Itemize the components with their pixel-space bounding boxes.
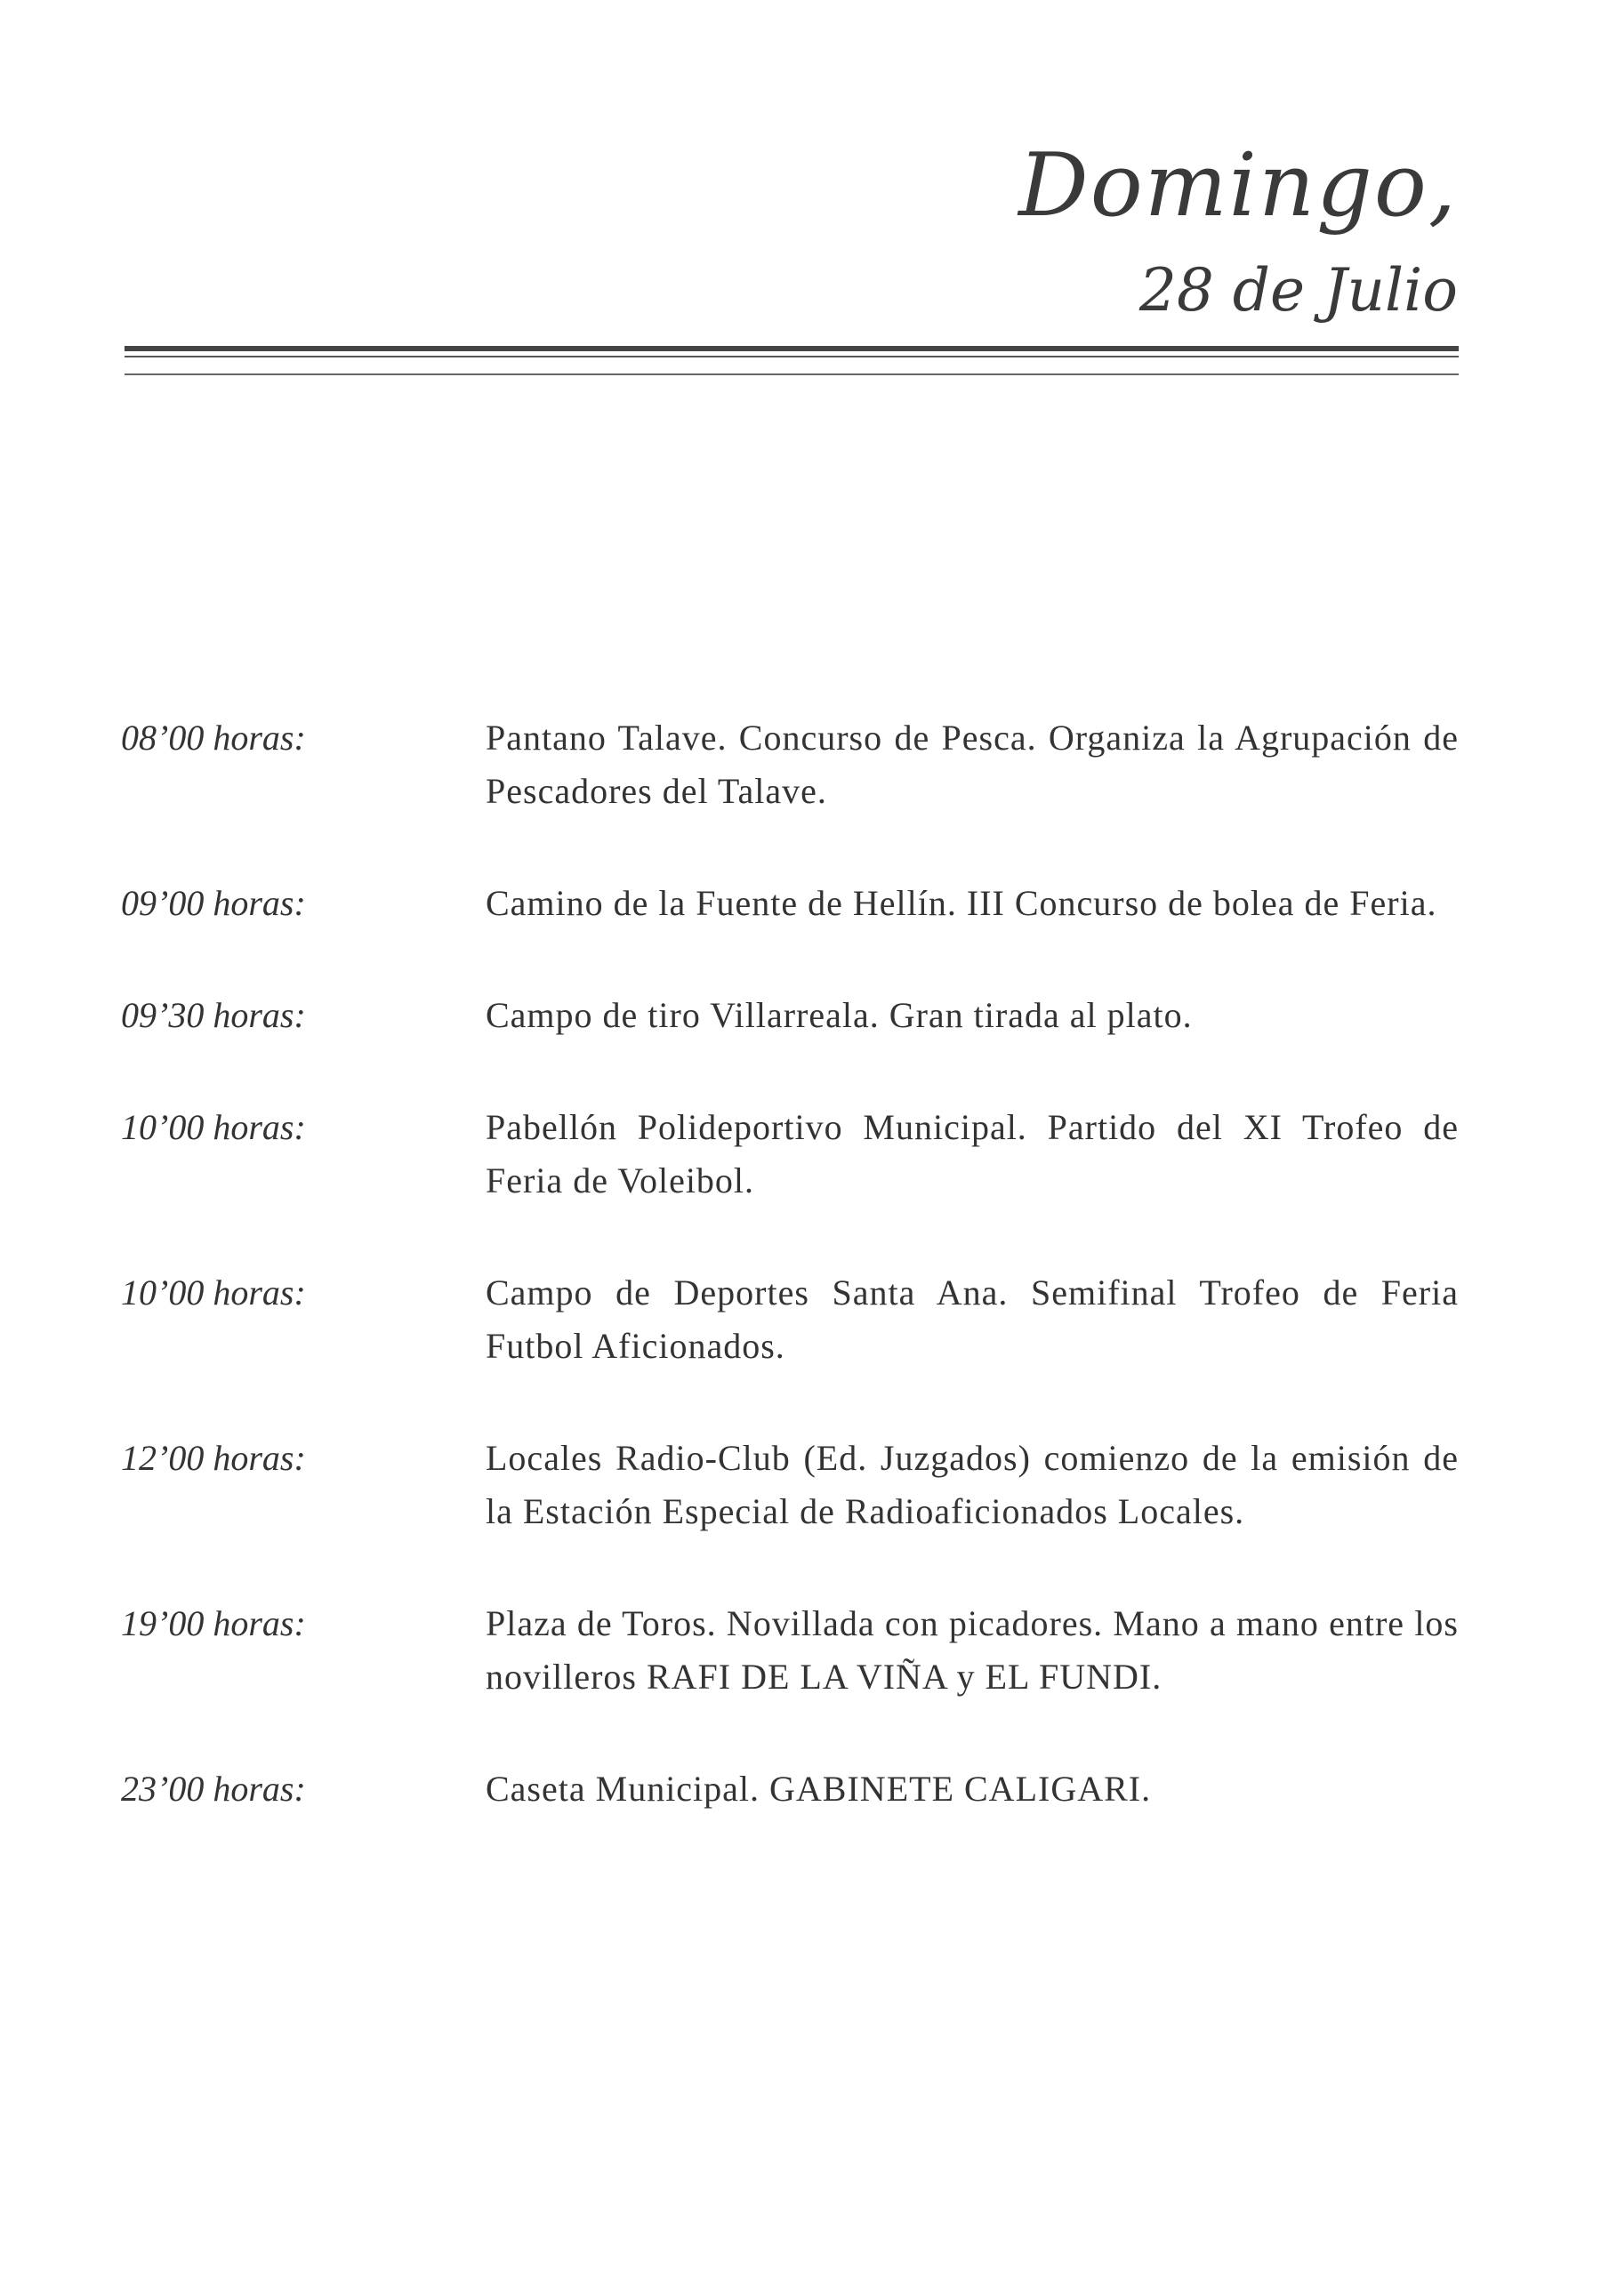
schedule-entry [107,1266,1459,1373]
schedule-entry [107,711,1459,818]
schedule-entry [107,1432,1459,1538]
event-description: Pantano Talave. Concurso de Pesca. Organiza la Agrupación de Pescadores del Talave. [486,718,1459,811]
schedule-entry [107,1762,1459,1816]
header-rule-thick [125,346,1459,351]
date-subtitle: 28 de Julio [1138,256,1458,325]
page-header [1018,135,1458,325]
schedule-entry [107,1597,1459,1704]
event-schedule [107,711,1459,1875]
header-rule-middle [125,356,1459,357]
event-time: 19’00 horas: [121,1603,306,1643]
event-description: Campo de Deportes Santa Ana. Semifinal Trofeo de Feria Futbol Aficionados. [486,1272,1459,1366]
schedule-entry [107,1101,1459,1208]
event-description: Pabellón Polideportivo Municipal. Partido del XI Trofeo de Feria de Voleibol. [486,1107,1459,1200]
schedule-entry [107,989,1459,1042]
day-title: Domingo, [1018,135,1458,237]
event-description: Plaza de Toros. Novillada con picadores. Mano a mano entre los novilleros RAFI DE LA VIÑA y EL FUNDI. [486,1603,1459,1697]
event-time: 23’00 horas: [121,1769,306,1809]
event-description: Caseta Municipal. GABINETE CALIGARI. [486,1769,1152,1809]
header-rule-thin [125,373,1459,375]
event-description: Campo de tiro Villarreala. Gran tirada al plato. [486,995,1193,1035]
event-description: Locales Radio-Club (Ed. Juzgados) comienzo de la emisión de la Estación Especial de Radioaficionados Locales. [486,1438,1459,1531]
event-time: 10’00 horas: [121,1107,306,1147]
event-time: 09’30 horas: [121,995,306,1035]
event-time: 09’00 horas: [121,883,306,923]
schedule-entry [107,877,1459,930]
event-time: 08’00 horas: [121,718,306,758]
event-time: 10’00 horas: [121,1272,306,1313]
event-time: 12’00 horas: [121,1438,306,1478]
event-description: Camino de la Fuente de Hellín. III Concurso de bolea de Feria. [486,883,1437,923]
